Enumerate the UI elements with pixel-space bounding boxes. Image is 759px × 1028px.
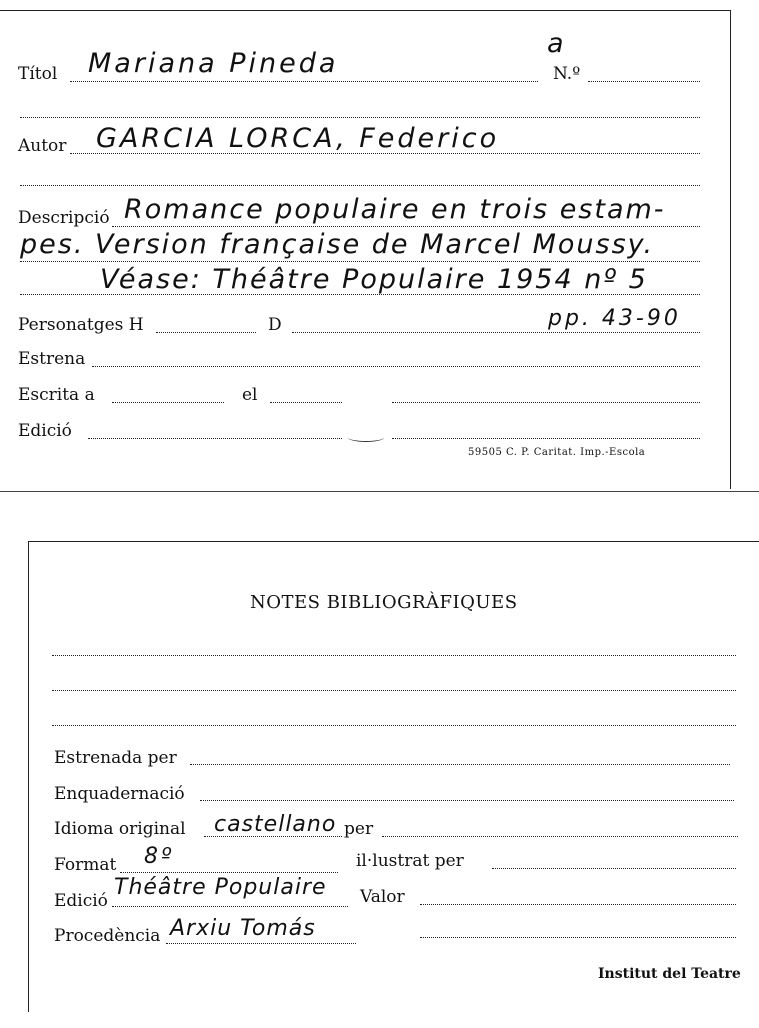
- descripcio-dotted-line-1: [112, 226, 700, 227]
- notes-heading: NOTES BIBLIOGRÀFIQUES: [250, 592, 518, 613]
- card-separator-line: [0, 491, 759, 492]
- el-dotted-line: [270, 402, 342, 403]
- titol-dotted-line: [70, 81, 538, 82]
- illustrat-dotted-line: [492, 868, 736, 869]
- autor-handwritten-value: GARCIA LORCA, Federico: [96, 123, 500, 154]
- descripcio-handwritten-line-1: Romance populaire en trois estam-: [124, 194, 666, 225]
- procedencia-dotted-line: [166, 943, 356, 944]
- blank-dotted-line: [20, 117, 700, 118]
- format-label: Format: [54, 855, 117, 875]
- blank-dotted-line: [20, 185, 700, 186]
- per-label: per: [344, 819, 374, 839]
- personatges-d-dotted-line: [292, 332, 700, 333]
- estrenada-dotted-line: [190, 764, 730, 765]
- bottom-edicio-label: Edició: [54, 891, 108, 911]
- escrita-label: Escrita a: [18, 385, 95, 405]
- el-label: el: [242, 385, 258, 405]
- enquadernacio-dotted-line: [200, 800, 734, 801]
- numero-dotted-line: [588, 81, 700, 82]
- titol-label: Títol: [18, 64, 58, 84]
- valor-dotted-line: [420, 904, 736, 905]
- valor-label: Valor: [360, 887, 405, 907]
- edicio-label: Edició: [18, 421, 72, 441]
- illustrat-label: il·lustrat per: [356, 851, 464, 871]
- printer-imprint: 59505 C. P. Caritat. Imp.-Escola: [468, 447, 646, 458]
- procedencia-label: Procedència: [54, 926, 161, 946]
- enquadernacio-label: Enquadernació: [54, 784, 185, 804]
- procedencia-handwritten-value: Arxiu Tomás: [170, 916, 316, 941]
- personatges-label: Personatges H: [18, 315, 144, 335]
- descripcio-dotted-line-2: [20, 261, 700, 262]
- descripcio-label: Descripció: [18, 208, 110, 228]
- descripcio-handwritten-line-2: pes. Version française de Marcel Moussy.: [20, 229, 655, 260]
- number-handwritten-mark: a: [547, 28, 567, 59]
- pages-handwritten-value: pp. 43-90: [548, 306, 681, 331]
- extra-dotted-line: [392, 402, 700, 403]
- personatges-h-dotted-line: [156, 332, 256, 333]
- hole-punch-mark: [348, 433, 384, 442]
- per-dotted-line: [382, 836, 738, 837]
- estrenada-label: Estrenada per: [54, 748, 177, 768]
- autor-label: Autor: [18, 136, 67, 156]
- estrena-dotted-line: [92, 366, 700, 367]
- format-handwritten-value: 8º: [144, 844, 175, 869]
- institution-name: Institut del Teatre: [598, 966, 741, 982]
- bottom-edicio-dotted-line: [112, 906, 348, 907]
- notes-dotted-line-1: [52, 655, 736, 656]
- idioma-label: Idioma original: [54, 819, 186, 839]
- descripcio-handwritten-line-3: Véase: Théâtre Populaire 1954 nº 5: [100, 264, 648, 295]
- notes-dotted-line-3: [52, 725, 736, 726]
- escrita-dotted-line: [112, 402, 224, 403]
- edicio-handwritten-value: Théâtre Populaire: [114, 875, 327, 900]
- personatges-d-label: D: [268, 315, 282, 335]
- numero-label: N.º: [553, 64, 581, 84]
- notes-dotted-line-2: [52, 690, 736, 691]
- titol-handwritten-value: Mariana Pineda: [88, 48, 339, 79]
- format-dotted-line: [120, 872, 338, 873]
- edicio-dotted-line: [88, 438, 342, 439]
- idioma-handwritten-value: castellano: [214, 812, 337, 837]
- edicio-extra-dotted-line: [392, 438, 700, 439]
- estrena-label: Estrena: [18, 349, 86, 369]
- procedencia-extra-dotted-line: [420, 937, 736, 938]
